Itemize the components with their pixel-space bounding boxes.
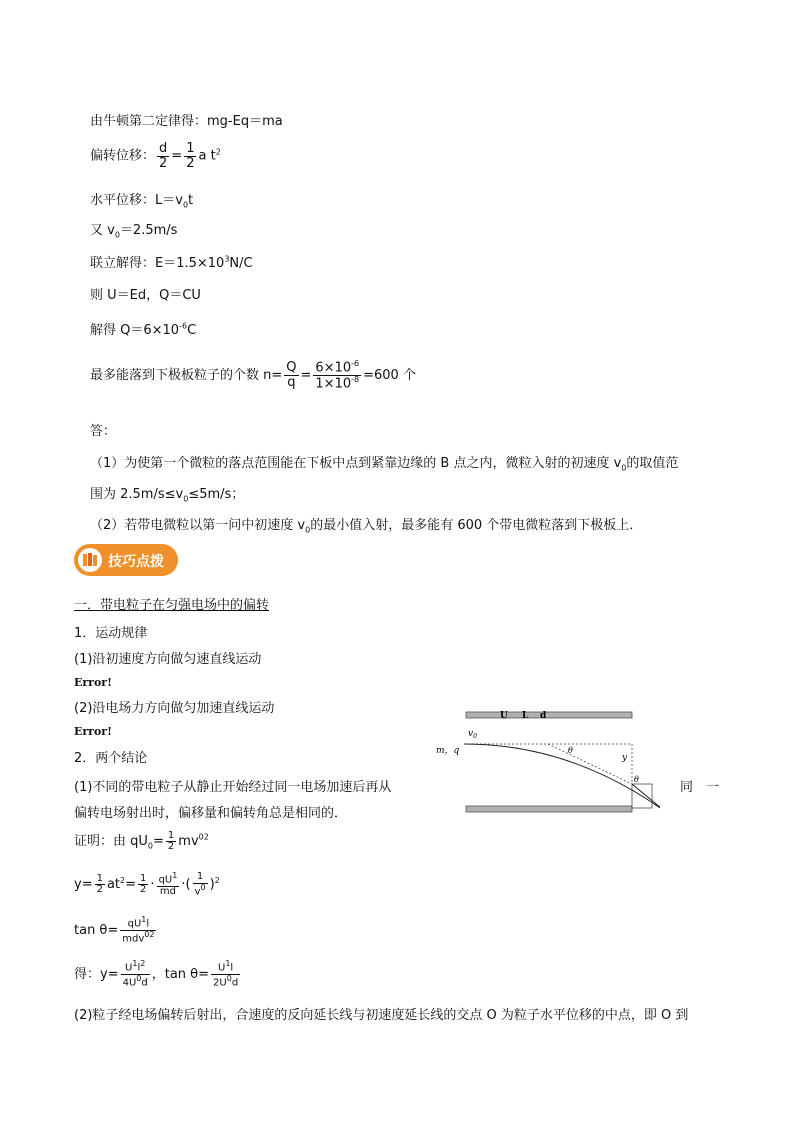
superscript: 2 <box>120 875 126 885</box>
superscript: 2 <box>215 147 221 157</box>
rule-2: (2)沿电场力方向做匀加速直线运动 <box>74 701 275 716</box>
v0-tail: ＝2.5m/s <box>119 223 178 238</box>
answer-1-text: （1）为使第一个微粒的落点范围能在下板中点到紧靠边缘的 B 点之内，微粒入射的初速度 v <box>90 456 622 471</box>
fraction-q-over-q <box>284 361 298 389</box>
conclusions-heading: 2．两个结论 <box>74 751 148 766</box>
tan-prefix: tan θ= <box>74 922 119 938</box>
count-prefix: 最多能落到下极板粒子的个数 n= <box>90 367 283 383</box>
frac-num-tail: l <box>146 918 150 930</box>
frac-den <box>193 884 208 898</box>
line-horizontal <box>90 189 193 210</box>
fraction-one-over-v0 <box>193 872 208 897</box>
proof-prefix: 证明：由 qU <box>74 834 148 849</box>
frac-num: 1 <box>140 872 147 884</box>
rule-1: (1)沿初速度方向做匀速直线运动 <box>74 652 262 667</box>
v0-text: 又 v <box>90 223 115 238</box>
conclusion-1-line1-end: 同 一 <box>680 780 720 795</box>
horizontal-text: 水平位移：L＝v <box>90 193 183 208</box>
fraction-half <box>138 874 148 896</box>
line-solve-e <box>90 252 253 271</box>
frac-den <box>211 975 240 989</box>
superscript: 3 <box>224 254 230 264</box>
label-theta2: θ <box>634 775 639 784</box>
frac-den: 2 <box>96 884 103 896</box>
frac-den: 2 <box>140 884 147 896</box>
fraction-half <box>166 831 176 853</box>
superscript: 02 <box>144 929 155 939</box>
close-paren: ) <box>209 877 215 893</box>
line-count <box>90 360 416 391</box>
label-v0-text: v <box>468 729 474 739</box>
solve-q-tail: C <box>187 323 197 338</box>
frac-den: 2 <box>186 155 195 171</box>
frac-num-text: U <box>125 962 133 974</box>
superscript: 0 <box>226 973 232 983</box>
line-newton: 由牛顿第二定律得：mg-Eq＝ma <box>90 114 283 129</box>
frac-num-tail: l <box>230 962 234 974</box>
answer-label: 答： <box>90 424 117 439</box>
frac-num-text: qU <box>127 918 142 930</box>
frac-den-tail: d <box>141 977 148 989</box>
frac-num: Q <box>286 360 297 376</box>
solve-e-tail: N/C <box>229 256 253 271</box>
superscript: 0 <box>136 973 142 983</box>
superscript: 0 <box>200 882 206 892</box>
frac-num <box>121 960 150 975</box>
section-heading: 一．带电粒子在匀强电场中的偏转 <box>74 598 270 613</box>
horizontal-tail: t <box>188 193 194 208</box>
subscript: 0 <box>147 841 153 851</box>
frac-num-tail: l <box>137 962 141 974</box>
subscript: 0 <box>183 494 189 504</box>
superscript: 02 <box>198 832 209 842</box>
answer-2-text: （2）若带电微粒以第一问中初速度 v <box>90 518 306 533</box>
frac-num <box>120 916 156 931</box>
superscript: 1 <box>132 959 138 968</box>
superscript: 1 <box>172 871 178 880</box>
superscript: -6 <box>351 359 360 368</box>
equals: = <box>125 877 137 893</box>
subscript: 0 <box>305 525 311 535</box>
error-2: Error! <box>74 725 112 738</box>
line-u-q: 则 U＝Ed，Q＝CU <box>90 288 201 303</box>
answer-1-range: 围为 2.5m/s≤v <box>90 487 184 502</box>
deflection-diagram <box>420 700 660 820</box>
frac-den: 2 <box>167 841 175 852</box>
frac-den: q <box>287 374 296 390</box>
result-mid: ，tan θ= <box>151 966 210 982</box>
subscript: 0 <box>114 230 120 240</box>
label-d: d <box>540 711 547 721</box>
line-solve-q <box>90 319 196 338</box>
frac-num <box>211 960 240 975</box>
trajectory <box>464 744 660 810</box>
frac-den <box>121 975 150 989</box>
rule-heading: 1．运动规律 <box>74 626 148 641</box>
upper-plate <box>466 712 632 718</box>
frac-num <box>313 360 361 376</box>
tips-badge <box>74 544 178 576</box>
frac-den-text: v <box>194 885 201 897</box>
dot: · <box>150 877 155 893</box>
frac-num <box>157 872 180 887</box>
badge-label: 技巧点拨 <box>108 554 164 570</box>
superscript: -6 <box>179 321 188 331</box>
equals: = <box>300 367 312 383</box>
fraction-y-result <box>121 960 150 989</box>
tangent-line <box>548 744 632 784</box>
conclusion-1-line1: (1)不同的带电粒子从静止开始经过同一电场加速后再从 <box>74 780 392 795</box>
superscript: 1 <box>225 959 231 968</box>
lower-plate <box>466 806 632 812</box>
frac-den <box>313 376 361 391</box>
frac-num: 1 <box>167 829 175 841</box>
fraction-half <box>184 142 196 170</box>
count-tail: =600 个 <box>363 367 416 383</box>
result-prefix: 得：y= <box>74 966 119 982</box>
label-theta: θ <box>568 746 573 755</box>
superscript: 2 <box>214 875 220 885</box>
answer-1-range-tail: ≤5m/s； <box>188 487 245 502</box>
label-u: U <box>500 711 508 721</box>
label-l: L <box>522 711 529 721</box>
superscript: -8 <box>351 374 360 384</box>
frac-den-text: 1×10 <box>315 376 352 392</box>
tan-formula <box>74 916 158 945</box>
y-mid: at <box>106 877 121 893</box>
superscript: 2 <box>140 959 146 968</box>
line-deflection <box>90 142 221 170</box>
line-v0 <box>90 219 177 240</box>
y-prefix: y= <box>74 877 93 893</box>
frac-den <box>120 931 156 945</box>
frac-num-text: 6×10 <box>315 360 352 376</box>
fraction-d-over-2 <box>157 142 169 170</box>
superscript: 1 <box>141 915 147 924</box>
result-formula <box>74 960 242 989</box>
subscript: 0 <box>621 463 627 473</box>
frac-num-text: U <box>218 962 226 974</box>
books-icon <box>78 548 102 572</box>
fraction-tan-result <box>211 960 240 989</box>
frac-num: 1 <box>186 141 195 156</box>
frac-den: md <box>159 885 176 897</box>
fraction-half <box>95 874 105 896</box>
frac-den-text: 2U <box>213 977 227 989</box>
frac-den: 2 <box>159 155 168 171</box>
solve-e-text: 联立解得：E＝1.5×10 <box>90 256 225 271</box>
dot-paren: ·( <box>181 877 191 893</box>
answer-1-tail: 的取值范 <box>626 456 679 471</box>
label-v0-sub: 0 <box>473 733 477 740</box>
equals: = <box>171 148 183 164</box>
frac-num: 1 <box>96 872 103 884</box>
label-mq: m，q <box>436 746 460 756</box>
answer-2 <box>90 514 642 535</box>
conclusion-1-line2: 偏转电场射出时，偏移量和偏转角总是相同的． <box>74 806 348 821</box>
frac-den-text: mdv <box>122 933 145 945</box>
frac-den-text: 4U <box>122 977 137 989</box>
proof-tail: mv <box>178 834 199 849</box>
frac-den-tail: d <box>231 977 239 989</box>
label-v0 <box>468 729 477 740</box>
frac-num: d <box>157 142 169 157</box>
answer-1-line1 <box>90 452 678 473</box>
fraction-qu-md <box>157 872 180 897</box>
error-1: Error! <box>74 676 112 689</box>
answer-1-line2 <box>90 483 244 504</box>
frac-num-text: qU <box>158 874 173 886</box>
frac-num: 1 <box>193 872 208 884</box>
fraction-count <box>313 360 361 391</box>
y-formula <box>74 872 220 897</box>
answer-2-tail: 的最小值入射，最多能有 600 个带电微粒落到下极板上． <box>310 518 643 533</box>
conclusion-2: (2)粒子经电场偏转后射出，合速度的反向延长线与初速度延长线的交点 O 为粒子水平位移的中点，即 O 到 <box>74 1008 689 1023</box>
label-y: y <box>622 753 628 763</box>
deflection-prefix: 偏转位移： <box>90 148 156 164</box>
equals: = <box>153 834 164 849</box>
subscript: 0 <box>182 200 189 210</box>
fraction-tan <box>120 916 156 945</box>
proof-line <box>74 830 209 853</box>
deflection-tail: a t <box>198 148 216 164</box>
solve-q-text: 解得 Q＝6×10 <box>90 323 180 338</box>
